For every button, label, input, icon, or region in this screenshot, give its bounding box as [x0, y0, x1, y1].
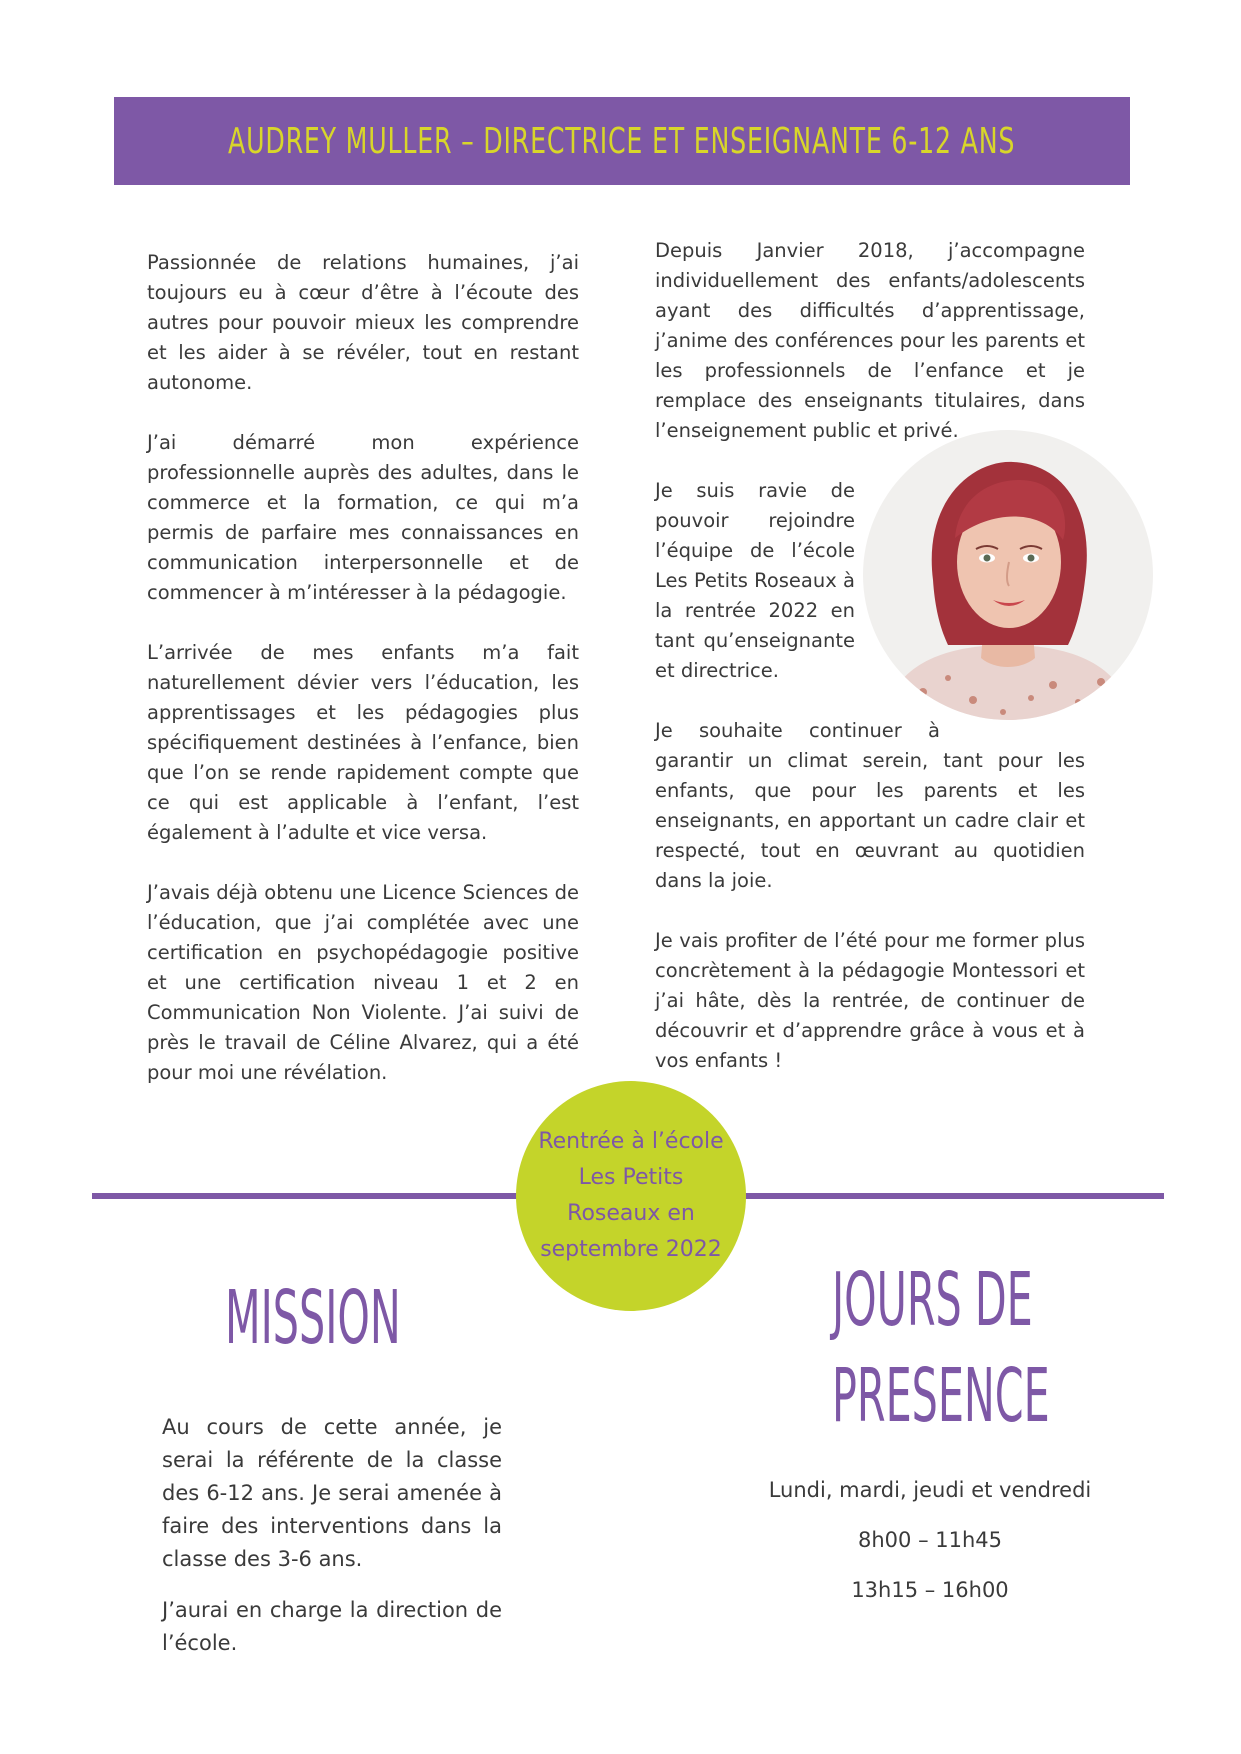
- left-column: [147, 248, 579, 1118]
- presence-title: [832, 1252, 1050, 1444]
- mission-paragraph-2: J’aurai en charge la direction de l’école.: [162, 1598, 502, 1655]
- rentree-badge-text: Rentrée à l’école Les Petits Roseaux en septembre 2022: [538, 1129, 724, 1262]
- presence-morning-hours: 8h00 – 11h45: [858, 1528, 1002, 1552]
- divider-left: [92, 1193, 528, 1199]
- bio-paragraph-6: Je suis ravie de pouvoir rejoindre l’équipe de l’école Les Petits Roseaux à la rentrée 2022 en tant qu’enseignante et directrice.: [655, 479, 855, 682]
- bio-paragraph-8: Je vais profiter de l’été pour me former plus concrètement à la pédagogie Montessori et j’ai hâte, dès la rentrée, de continuer de découvrir et d’apprendre grâce à vous et à vos enfants !: [655, 929, 1085, 1072]
- bio-paragraph-5: Depuis Janvier 2018, j’accompagne individuellement des enfants/adolescents ayant des difficultés d’apprentissage, j’anime des conférences pour les parents et les professionnels de l’enfance et je remplace des enseignants titulaires, dans l’enseignement public et privé.: [655, 239, 1085, 442]
- bio-paragraph-1: Passionnée de relations humaines, j’ai toujours eu à cœur d’être à l’écoute des autres pour pouvoir mieux les comprendre et les aider à se révéler, tout en restant autonome.: [147, 251, 579, 394]
- mission-body: [162, 1411, 502, 1678]
- portrait-photo: [863, 430, 1153, 720]
- bio-paragraph-7-rest: garantir un climat serein, tant pour les enfants, que pour les parents et les enseignants, en apportant un cadre clair et respecté, tout en œuvrant au quotidien dans la joie.: [655, 749, 1085, 892]
- bio-paragraph-3: L’arrivée de mes enfants m’a fait naturellement dévier vers l’éducation, les apprentissages et les pédagogies plus spécifiquement destinées à l’enfance, bien que l’on se rende rapidement compte que ce qui est applicable à l’enfant, l’est également à l’adulte et vice versa.: [147, 641, 579, 844]
- mission-title: MISSION: [225, 1275, 401, 1361]
- bio-paragraph-7: [655, 716, 1085, 896]
- presence-title-line-2: PRESENCE: [832, 1353, 1050, 1439]
- bio-paragraph-4: J’avais déjà obtenu une Licence Sciences de l’éducation, que j’ai complétée avec une certification en psychopédagogie positive et une certification niveau 1 et 2 en Communication Non Violente. J’ai suivi de près le travail de Céline Alvarez, qui a été pour moi une révélation.: [147, 881, 579, 1084]
- mission-paragraph-1: Au cours de cette année, je serai la référente de la classe des 6-12 ans. Je serai amenée à faire des interventions dans la classe des 3-6 ans.: [162, 1415, 502, 1571]
- rentree-badge: [516, 1081, 746, 1311]
- page-title: AUDREY MULLER – DIRECTRICE ET ENSEIGNANTE 6-12 ANS: [228, 120, 1016, 162]
- presence-schedule: [750, 1478, 1110, 1628]
- header-banner: [114, 97, 1130, 185]
- portrait-illustration: [863, 430, 1153, 720]
- bio-paragraph-2: J’ai démarré mon expérience professionnelle auprès des adultes, dans le commerce et la formation, ce qui m’a permis de parfaire mes connaissances en communication interpersonnelle et de commencer à m’intéresser à la pédagogie.: [147, 431, 579, 604]
- bio-paragraph-7-first-line: Je souhaite continuer à: [655, 719, 940, 742]
- presence-title-line-1: JOURS DE: [832, 1257, 1033, 1343]
- presence-days: Lundi, mardi, jeudi et vendredi: [768, 1478, 1092, 1502]
- divider-right: [736, 1193, 1164, 1199]
- presence-afternoon-hours: 13h15 – 16h00: [851, 1578, 1009, 1602]
